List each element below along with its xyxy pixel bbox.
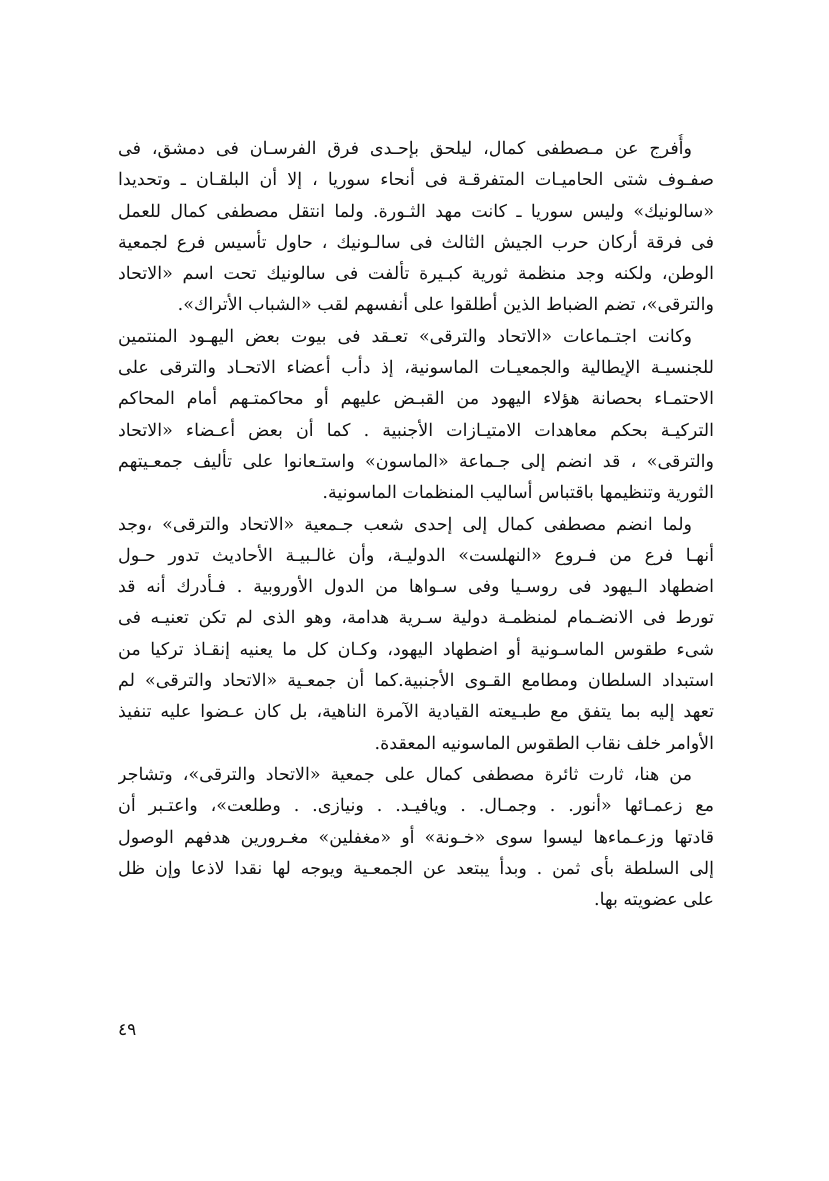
text-line: وأُفرج عن مـصطفى كمال، ليلحق بإحـدى فرق الفرسـان فى دمشق، فى: [118, 139, 692, 159]
text-line: الاحتمـاء بحصانة هؤلاء اليهود من القبـض عليهم أو محاكمتـهم أمام المحاكم: [118, 389, 714, 410]
body-text: [118, 134, 714, 916]
text-line: والترقى» ، قد انضم إلى جـماعة «الماسون» واستـعانوا على تأليف جمعـيتهم: [118, 451, 714, 472]
text-line: ولما انضم مصطفى كمال إلى إحدى شعب جـمعية «الاتحاد والترقى» ،وجد: [118, 514, 692, 535]
text-line: والترقى»، تضم الضباط الذين أطلقوا على أنفسهم لقب «الشباب الأتراك».: [177, 295, 714, 316]
text-line: الوطن، ولكنه وجد منظمة ثورية كبـيرة تألفت فى سالونيك تحت اسم «الاتحاد: [118, 264, 714, 285]
text-line: الثورية وتنظيمها باقتباس أساليب المنظمات الماسونية.: [322, 483, 714, 504]
text-line: قادتها وزعـماءها ليسوا سوى «خـونة» أو «مغفلين» مغـرورين هدفهم الوصول: [118, 827, 714, 848]
text-line: وكانت اجتـماعات «الاتحاد والترقى» تعـقد فى بيوت بعض اليهـود المنتمين: [118, 326, 692, 347]
text-line: من هنا، ثارت ثائرة مصطفى كمال على جمعية «الاتحاد والترقى»، وتشاجر: [118, 764, 692, 785]
text-line: تعهد إليه بما يتفق مع طبـيعته القيادية الآمرة الناهية، بل كان عـضوا عليه تنفيذ: [118, 702, 714, 723]
text-line: إلى السلطة بأى ثمن . وبدأ يبتعد عن الجمعـية ويوجه لها نقدا لاذعا وإن ظل: [118, 858, 714, 879]
paragraph-1: [118, 134, 714, 322]
paragraph-2: [118, 322, 714, 510]
text-line: شىء طقوس الماسـونية أو اضطهاد اليهود، وكـان كل ما يعنيه إنقـاذ تركيا من: [118, 639, 714, 660]
paragraph-3: [118, 510, 714, 760]
text-line: أنهـا فرع من فـروع «النهلست» الدوليـة، وأن غالـبيـة الأحاديث تدور حـول: [118, 545, 714, 566]
text-line: اضطهاد الـيهود فى روسـيا وفى سـواها من الدول الأوروبية . فـأدرك أنه قد: [118, 577, 714, 598]
text-line: التركيـة بحكم معاهدات الامتيـازات الأجنبية . كما أن بعض أعـضاء «الاتحاد: [118, 420, 714, 441]
text-line: «سالونيك» وليس سوريا ـ كانت مهد الثـورة. ولما انتقل مصطفى كمال للعمل: [118, 201, 714, 222]
text-line: استبداد السلطان ومطامع القـوى الأجنبية.كما أن جمعـية «الاتحاد والترقى» لم: [118, 671, 714, 692]
text-line: فى فرقة أركان حرب الجيش الثالث فى سالـونيك ، حاول تأسيس فرع لجمعية: [118, 232, 714, 253]
text-line: تورط فى الانضـمام لمنظمـة دولية سـرية هدامة، وهو الذى لم تكن تعنيـه فى: [118, 608, 714, 629]
text-line: للجنسيـة الإيطالية والجمعيـات الماسونية، إذ دأب أعضاء الاتحـاد والترقى على: [118, 358, 714, 379]
text-line: مع زعمـائها «أنور. . وجمـال. . ويافيـد. . ونيازى. . وطلعت»، واعتـبر أن: [118, 796, 714, 817]
text-line: على عضويته بها.: [594, 890, 714, 911]
paragraph-4: [118, 760, 714, 916]
page-number: ٤٩: [118, 1020, 137, 1040]
text-line: الأوامر خلف نقاب الطقوس الماسونيه المعقدة.: [374, 733, 714, 754]
text-line: صفـوف شتى الحاميـات المتفرقـة فى أنحاء سوريا ، إلا أن البلقـان ـ وتحديدا: [118, 170, 714, 191]
